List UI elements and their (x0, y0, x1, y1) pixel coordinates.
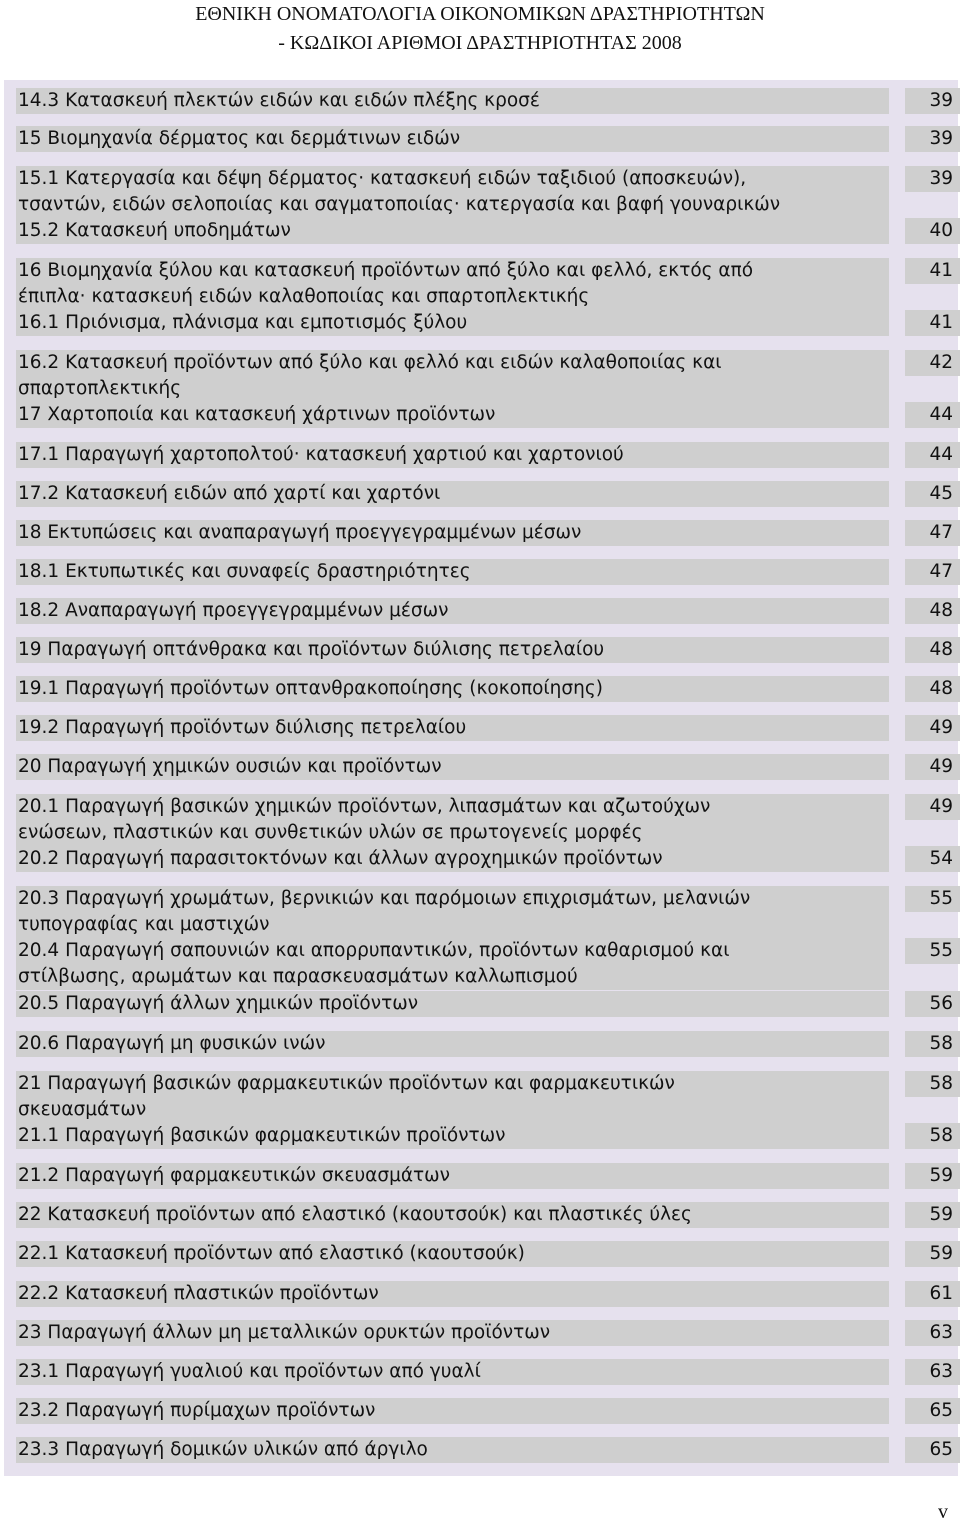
entry-title-line: 20.4 Παραγωγή σαπουνιών και απορρυπαντικών, προϊόντων καθαρισμού και (18, 940, 730, 961)
entry-title (16, 1031, 889, 1057)
entry-page-number: 56 (905, 991, 960, 1017)
entry-page-number: 49 (905, 754, 960, 780)
entry-title (16, 794, 889, 846)
entry-title-line: τσαντών, ειδών σελοποιίας και σαγματοποιίας· κατεργασία και βαφή γουναρικών (18, 194, 781, 215)
entry-page-number: 39 (905, 88, 960, 114)
entry-page-number: 48 (905, 637, 960, 663)
entry-page-number: 48 (905, 676, 960, 702)
entry-title-line: 19 Παραγωγή οπτάνθρακα και προϊόντων διύλισης πετρελαίου (18, 639, 605, 660)
entry-title-line: 15.2 Κατασκευή υποδημάτων (18, 220, 291, 241)
entry-title-line: 16 Βιομηχανία ξύλου και κατασκευή προϊόντων από ξύλο και φελλό, εκτός από (18, 260, 754, 281)
entry-title (16, 886, 889, 938)
entry-title (16, 310, 889, 336)
entry-title-line: 23 Παραγωγή άλλων μη μεταλλικών ορυκτών προϊόντων (18, 1322, 551, 1343)
entry-title (16, 258, 889, 310)
entry-title (16, 1281, 889, 1307)
entry-title (16, 520, 889, 546)
entry-title (16, 938, 889, 990)
entry-title (16, 637, 889, 663)
entry-page-number: 63 (905, 1320, 960, 1346)
entry-title (16, 126, 889, 152)
entry-title (16, 846, 889, 872)
entry-title (16, 715, 889, 741)
entry-title (16, 598, 889, 624)
entry-page-number: 59 (905, 1202, 960, 1228)
entry-title-line: τυπογραφίας και μαστιχών (18, 914, 270, 935)
entry-title (16, 1123, 889, 1149)
entry-title (16, 402, 889, 428)
entry-title-line: 20.6 Παραγωγή μη φυσικών ινών (18, 1033, 326, 1054)
entry-page-number: 58 (905, 1031, 960, 1057)
entry-title-line: 20.3 Παραγωγή χρωμάτων, βερνικιών και παρόμοιων επιχρισμάτων, μελανιών (18, 888, 751, 909)
entry-title-line: 23.3 Παραγωγή δομικών υλικών από άργιλο (18, 1439, 428, 1460)
entry-title (16, 1071, 889, 1123)
entry-page-number: 39 (905, 166, 960, 192)
entry-title-line: 19.1 Παραγωγή προϊόντων οπτανθρακοποίησης (κοκοποίησης) (18, 678, 603, 699)
entry-page-number: 39 (905, 126, 960, 152)
entry-title-line: 15.1 Κατεργασία και δέψη δέρματος· κατασκευή ειδών ταξιδιού (αποσκευών), (18, 168, 747, 189)
entry-title-line: 20.5 Παραγωγή άλλων χημικών προϊόντων (18, 993, 419, 1014)
entry-title-line: 16.1 Πριόνισμα, πλάνισμα και εμποτισμός ξύλου (18, 312, 468, 333)
page-number: v (938, 1501, 948, 1523)
entry-page-number: 55 (905, 886, 960, 912)
entry-page-number: 61 (905, 1281, 960, 1307)
entry-title (16, 218, 889, 244)
entry-page-number: 65 (905, 1398, 960, 1424)
entry-title-line: 22 Κατασκευή προϊόντων από ελαστικό (καουτσούκ) και πλαστικές ύλες (18, 1204, 692, 1225)
entry-page-number: 65 (905, 1437, 960, 1463)
entry-title-line: 18 Εκτυπώσεις και αναπαραγωγή προεγγεγραμμένων μέσων (18, 522, 582, 543)
entry-title-line: 20 Παραγωγή χημικών ουσιών και προϊόντων (18, 756, 442, 777)
entry-page-number: 58 (905, 1071, 960, 1097)
entry-title (16, 1359, 889, 1385)
contents-table (4, 80, 958, 1476)
entry-title-line: 20.1 Παραγωγή βασικών χημικών προϊόντων, λιπασμάτων και αζωτούχων (18, 796, 711, 817)
header-title: ΕΘΝΙΚΗ ΟΝΟΜΑΤΟΛΟΓΙΑ ΟΙΚΟΝΟΜΙΚΩΝ ΔΡΑΣΤΗΡΙΟΤΗΤΩΝ (195, 3, 765, 25)
entry-page-number: 55 (905, 938, 960, 964)
entry-title-line: 21.2 Παραγωγή φαρμακευτικών σκευασμάτων (18, 1165, 451, 1186)
entry-title (16, 559, 889, 585)
entry-title (16, 754, 889, 780)
entry-page-number: 41 (905, 310, 960, 336)
entry-title-line: 14.3 Κατασκευή πλεκτών ειδών και ειδών πλέξης κροσέ (18, 90, 540, 111)
entry-page-number: 49 (905, 715, 960, 741)
entry-title-line: σπαρτοπλεκτικής (18, 378, 182, 399)
entry-title (16, 1202, 889, 1228)
entry-title-line: ενώσεων, πλαστικών και συνθετικών υλών σε πρωτογενείς μορφές (18, 822, 643, 843)
entry-page-number: 58 (905, 1123, 960, 1149)
entry-title-line: 16.2 Κατασκευή προϊόντων από ξύλο και φελλό και ειδών καλαθοποιίας και (18, 352, 722, 373)
entry-title (16, 1163, 889, 1189)
entry-title-line: 19.2 Παραγωγή προϊόντων διύλισης πετρελαίου (18, 717, 467, 738)
entry-title-line: έπιπλα· κατασκευή ειδών καλαθοποιίας και σπαρτοπλεκτικής (18, 286, 590, 307)
entry-title (16, 1241, 889, 1267)
entry-title-line: 23.2 Παραγωγή πυρίμαχων προϊόντων (18, 1400, 376, 1421)
entry-page-number: 49 (905, 794, 960, 820)
entry-title-line: 22.1 Κατασκευή προϊόντων από ελαστικό (καουτσούκ) (18, 1243, 525, 1264)
entry-title-line: 18.1 Εκτυπωτικές και συναφείς δραστηριότητες (18, 561, 471, 582)
entry-title-line: 20.2 Παραγωγή παρασιτοκτόνων και άλλων αγροχημικών προϊόντων (18, 848, 663, 869)
entry-title-line: 17 Χαρτοποιία και κατασκευή χάρτινων προϊόντων (18, 404, 496, 425)
entry-page-number: 41 (905, 258, 960, 284)
entry-title (16, 481, 889, 507)
entry-page-number: 59 (905, 1241, 960, 1267)
entry-title (16, 350, 889, 402)
entry-page-number: 54 (905, 846, 960, 872)
entry-title-line: 23.1 Παραγωγή γυαλιού και προϊόντων από γυαλί (18, 1361, 481, 1382)
entry-page-number: 47 (905, 559, 960, 585)
entry-title (16, 442, 889, 468)
entry-title (16, 1437, 889, 1463)
entry-title (16, 166, 889, 218)
entry-title (16, 676, 889, 702)
entry-title-line: στίλβωσης, αρωμάτων και παρασκευασμάτων καλλωπισμού (18, 966, 578, 987)
entry-title-line: 21.1 Παραγωγή βασικών φαρμακευτικών προϊόντων (18, 1125, 506, 1146)
entry-title-line: 22.2 Κατασκευή πλαστικών προϊόντων (18, 1283, 379, 1304)
header-subtitle: - ΚΩΔΙΚΟΙ ΑΡΙΘΜΟΙ ΔΡΑΣΤΗΡΙΟΤΗΤΑΣ 2008 (278, 32, 682, 54)
entry-page-number: 48 (905, 598, 960, 624)
entry-page-number: 45 (905, 481, 960, 507)
entry-page-number: 42 (905, 350, 960, 376)
entry-title-line: σκευασμάτων (18, 1099, 147, 1120)
entry-title (16, 1398, 889, 1424)
entry-page-number: 63 (905, 1359, 960, 1385)
entry-title-line: 17.1 Παραγωγή χαρτοπολτού· κατασκευή χαρτιού και χαρτονιού (18, 444, 624, 465)
entry-page-number: 59 (905, 1163, 960, 1189)
entry-page-number: 47 (905, 520, 960, 546)
entry-title-line: 21 Παραγωγή βασικών φαρμακευτικών προϊόντων και φαρμακευτικών (18, 1073, 675, 1094)
entry-page-number: 44 (905, 402, 960, 428)
entry-title-line: 15 Βιομηχανία δέρματος και δερμάτινων ειδών (18, 128, 461, 149)
entry-title-line: 17.2 Κατασκευή ειδών από χαρτί και χαρτόνι (18, 483, 441, 504)
entry-title-line: 18.2 Αναπαραγωγή προεγγεγραμμένων μέσων (18, 600, 449, 621)
entry-title (16, 991, 889, 1017)
entry-title (16, 1320, 889, 1346)
entry-page-number: 44 (905, 442, 960, 468)
entry-title (16, 88, 889, 114)
entry-page-number: 40 (905, 218, 960, 244)
